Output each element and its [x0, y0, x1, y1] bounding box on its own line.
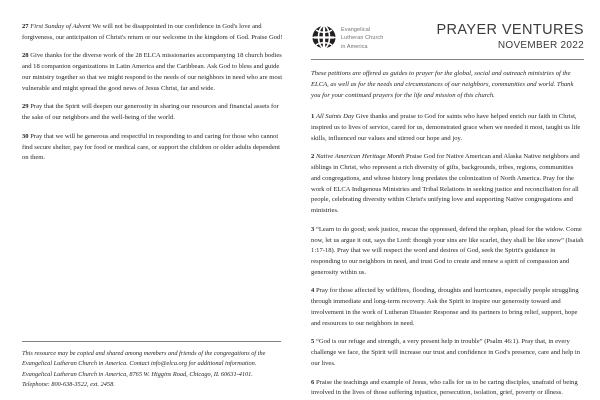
brand-line-3: in America	[341, 43, 368, 50]
masthead	[311, 22, 584, 52]
entry-lede: All Saints Day	[315, 113, 355, 121]
page-title: PRAYER VENTURES	[436, 22, 584, 38]
entry-lede: First Sunday of Advent	[30, 23, 91, 30]
left-column	[22, 22, 303, 390]
brand-line-2: Lutheran Church	[341, 35, 384, 42]
prayer-entry	[311, 152, 584, 216]
entry-text: Praise God for Native American and Alaska Native neighbors and siblings in Christ, who represent a rich diversity of gifts, backgrounds, tribes, regions, communities and congregations, and whose history long predates the colonization of North America. Pray for the work of ELCA Indigenous Ministries and Tribal Relations in seeking justice and reconciliation for all people, celebrating diversity within Christ's unifying love and supporting Native congregations and ministries.	[311, 153, 580, 215]
right-column	[303, 22, 584, 397]
prayer-entry	[311, 378, 584, 399]
entry-number: 1	[311, 113, 315, 121]
entry-number: 5	[311, 338, 315, 346]
entry-text: Praise the teachings and example of Jesus, who calls for us to be caring disciples, unafraid of being involved in the lives of those suffering injustice, persecution, isolation, grief, poverty or illness.	[311, 378, 578, 397]
entry-number: 29	[22, 103, 29, 111]
footer-divider	[22, 341, 281, 342]
elca-globe-cross-logo-icon	[311, 25, 337, 49]
footer-text: This resource may be copied and shared among members and friends of the congregations of the Evangelical Lutheran Church in America. Contact info@elca.org for additional information. Evangelical Lutheran Church in America, 8765 W. Higgins Road, Chicago, IL 60631-4101. Telephone: 800-638-3522, ext. 2458.	[22, 350, 266, 388]
entry-text: “God is our refuge and strength, a very present help in trouble” (Psalm 46:1). Pray that, in every challenge we face, the Spirit will increase our trust and confidence in God's presence, care and help in our lives.	[311, 338, 581, 367]
entry-number: 2	[311, 153, 315, 161]
prayer-entry	[311, 286, 584, 329]
prayer-entry	[22, 102, 285, 123]
prayer-entry	[311, 112, 584, 144]
entry-number: 27	[22, 23, 29, 30]
prayer-entry	[22, 51, 285, 94]
entry-number: 6	[311, 378, 315, 386]
footer-block	[22, 341, 285, 390]
entry-text: Pray for those affected by wildfires, flooding, droughts and hurricanes, especially people struggling through immediate and long-term recovery. Ask the Spirit to inspire our generosity toward and involvement in the work of Lutheran Disaster Response and its partners to bring relief, support, hope and resources to our neighbors in need.	[311, 287, 579, 327]
entry-text: Give thanks and praise to God for saints who have helped enrich our faith in Christ, inspired us to lives of service, cared for us, demonstrated grace when we needed it most, taught us life skills, influenced our values and stirred our hope and joy.	[311, 113, 581, 142]
entry-number: 30	[22, 132, 29, 140]
prayer-entry	[22, 132, 285, 164]
header-divider	[311, 59, 584, 60]
entry-text: Pray that we will be generous and respectful in responding to and caring for those who cannot find secure shelter, pay for food or medical care, or support the children or older adults dependent on them.	[22, 132, 280, 162]
entry-lede: Native American Heritage Month	[315, 153, 405, 161]
brand-line-1: Evangelical	[341, 27, 371, 33]
entry-number: 3	[311, 225, 315, 233]
prayer-entry	[311, 225, 584, 279]
page-subtitle: NOVEMBER 2022	[497, 39, 584, 51]
entry-text: Give thanks for the diverse work of the 28 ELCA missionaries accompanying 18 church bodies and 18 companion organizations in Latin America and the Caribbean. Ask God to bless and guide our ministry together so that we might respond to the needs of our neighbors in need who are most vulnerable and might spread the good news of Jesus Christ, far and wide.	[22, 52, 283, 92]
intro-text: These petitions are offered as guides to prayer for the global, social and outreach ministries of the ELCA, as well as for the needs and circumstances of our neighbors, communities and world. Thank you for your continued prayers for the life and mission of this church.	[311, 70, 574, 99]
entry-number: 4	[311, 287, 315, 295]
prayer-entry	[311, 337, 584, 369]
entry-text: We will not be disappointed in our confidence in God's love and forgiveness, our anticipation of Christ's return or our welcome in the kingdom of God. Praise God!	[22, 23, 283, 41]
entry-number: 28	[22, 52, 29, 60]
entry-text: “Learn to do good; seek justice, rescue the oppressed, defend the orphan, plead for the widow. Come now, let us argue it out, says the Lord: though your sins are like scarlet, they shall be like snow” (Isaiah 1:17-18). Pray that we will respect the word and desires of God, seek the Spirit's guidance in responding to our neighbors in need, and trust God to create and renew a spirit of compassion and generosity within us.	[311, 225, 584, 276]
brand-lockup	[311, 22, 383, 51]
title-block	[436, 22, 584, 52]
entry-text: Pray that the Spirit will deepen our generosity in sharing our resources and financial assets for the sake of our neighbors and the well-being of the world.	[22, 103, 279, 122]
prayer-entry	[22, 22, 285, 43]
brand-wordmark	[341, 25, 383, 51]
